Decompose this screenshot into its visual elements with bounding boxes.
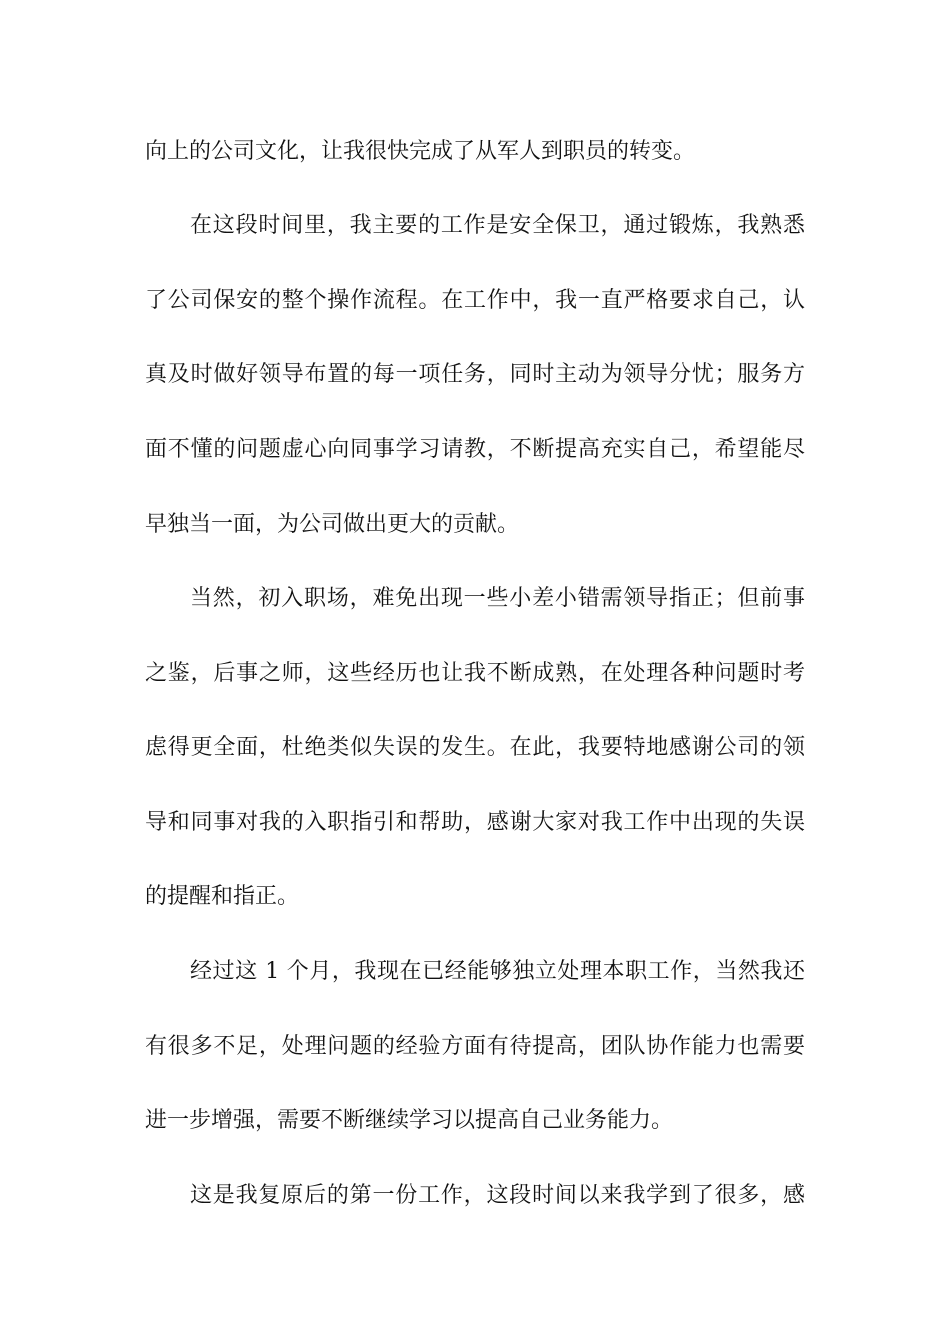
text-line-10: 导和同事对我的入职指引和帮助，感谢大家对我工作中出现的失误 — [145, 810, 805, 835]
text-line-2: 在这段时间里，我主要的工作是安全保卫，通过锻炼，我熟悉 — [190, 213, 805, 238]
text-line-7: 当然，初入职场，难免出现一些小差小错需领导指正；但前事 — [190, 586, 805, 611]
text-line-8: 之鉴，后事之师，这些经历也让我不断成熟，在处理各种问题时考 — [145, 661, 805, 686]
text-line-6: 早独当一面，为公司做出更大的贡献。 — [145, 512, 520, 537]
text-line-15: 这是我复原后的第一份工作，这段时间以来我学到了很多，感 — [190, 1183, 805, 1208]
text-line-1: 向上的公司文化，让我很快完成了从军人到职员的转变。 — [145, 139, 696, 164]
text-line-4: 真及时做好领导布置的每一项任务，同时主动为领导分忧；服务方 — [145, 362, 805, 387]
text-line-5: 面不懂的问题虚心向同事学习请教，不断提高充实自己，希望能尽 — [145, 437, 805, 462]
text-line-11: 的提醒和指正。 — [145, 884, 300, 909]
text-line-13: 有很多不足，处理问题的经验方面有待提高，团队协作能力也需要 — [145, 1034, 805, 1059]
text-line-12: 经过这 1 个月，我现在已经能够独立处理本职工作，当然我还 — [190, 959, 805, 984]
text-line-14: 进一步增强，需要不断继续学习以提高自己业务能力。 — [145, 1108, 674, 1133]
text-line-9: 虑得更全面，杜绝类似失误的发生。在此，我要特地感谢公司的领 — [145, 735, 805, 760]
text-line-3: 了公司保安的整个操作流程。在工作中，我一直严格要求自己，认 — [145, 288, 805, 313]
